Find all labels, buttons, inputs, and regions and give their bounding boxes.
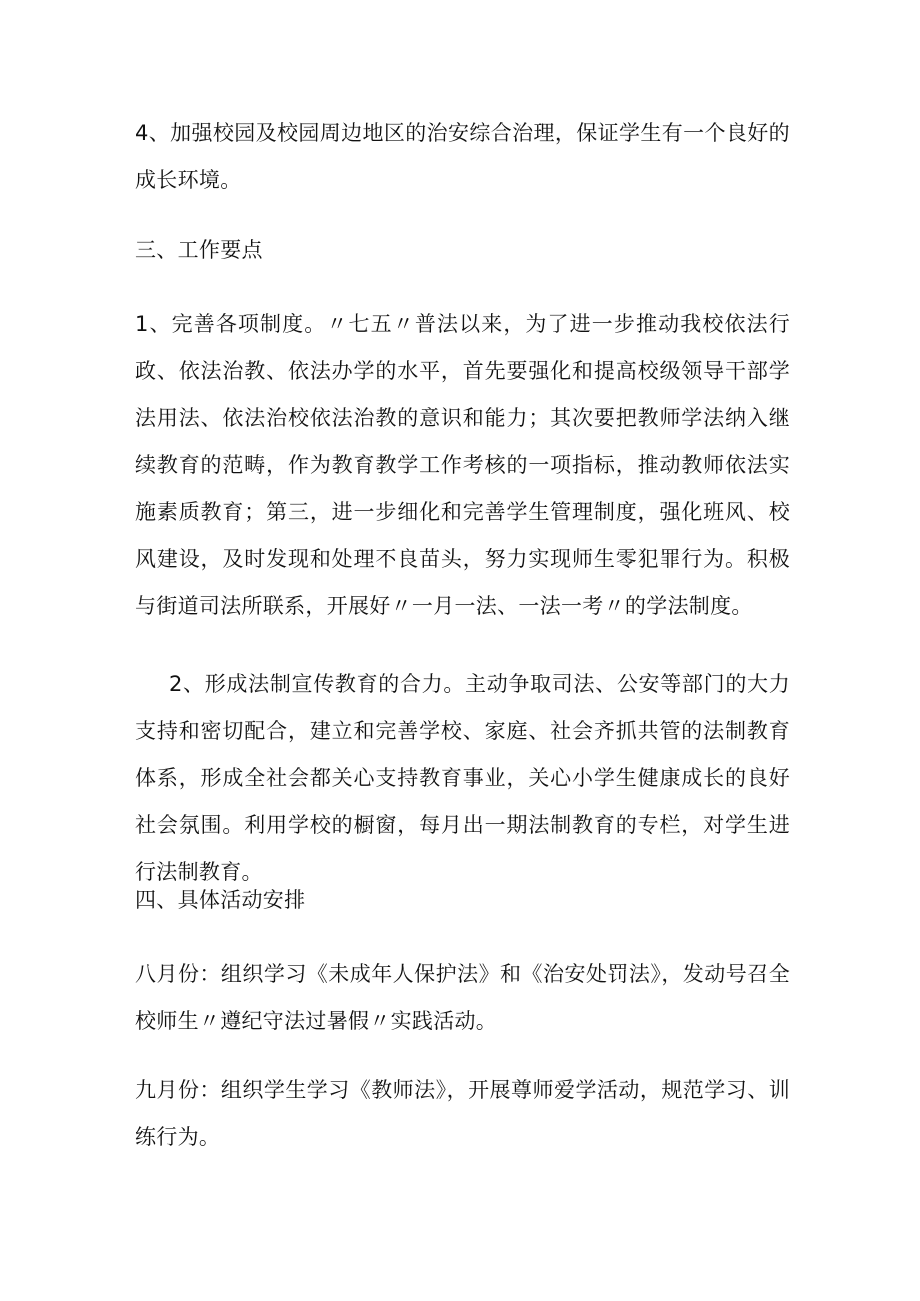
item-4-paragraph: 4、加强校园及校园周边地区的治安综合治理，保证学生有一个良好的成长环境。: [135, 121, 790, 192]
section-3-heading: 三、工作要点: [135, 238, 263, 262]
september-activity-paragraph: 九月份：组织学生学习《教师法》，开展尊师爱学活动，规范学习、训练行为。: [135, 1078, 790, 1149]
section-4-heading: 四、具体活动安排: [135, 888, 306, 912]
point-2-paragraph: 2、形成法制宣传教育的合力。主动争取司法、公安等部门的大力支持和密切配合，建立和完善学校、家庭、社会齐抓共管的法制教育体系，形成全社会都关心支持教育事业，关心小学生健康成长的良好社会氛围。利用学校的橱窗，每月出一期法制教育的专栏，对学生进行法制教育。: [135, 672, 790, 884]
point-1-paragraph: 1、完善各项制度。〃七五〃普法以来，为了进一步推动我校依法行政、依法治教、依法办学的水平，首先要强化和提高校级领导干部学法用法、依法治校依法治教的意识和能力；其次要把教师学法纳入继续教育的范畴，作为教育教学工作考核的一项指标，推动教师依法实施素质教育；第三，进一步细化和完善学生管理制度，强化班风、校风建设，及时发现和处理不良苗头，努力实现师生零犯罪行为。积极与街道司法所联系，开展好〃一月一法、一法一考〃的学法制度。: [135, 312, 790, 618]
august-activity-paragraph: 八月份：组织学习《未成年人保护法》和《治安处罚法》，发动号召全校师生〃遵纪守法过暑假〃实践活动。: [135, 962, 790, 1033]
